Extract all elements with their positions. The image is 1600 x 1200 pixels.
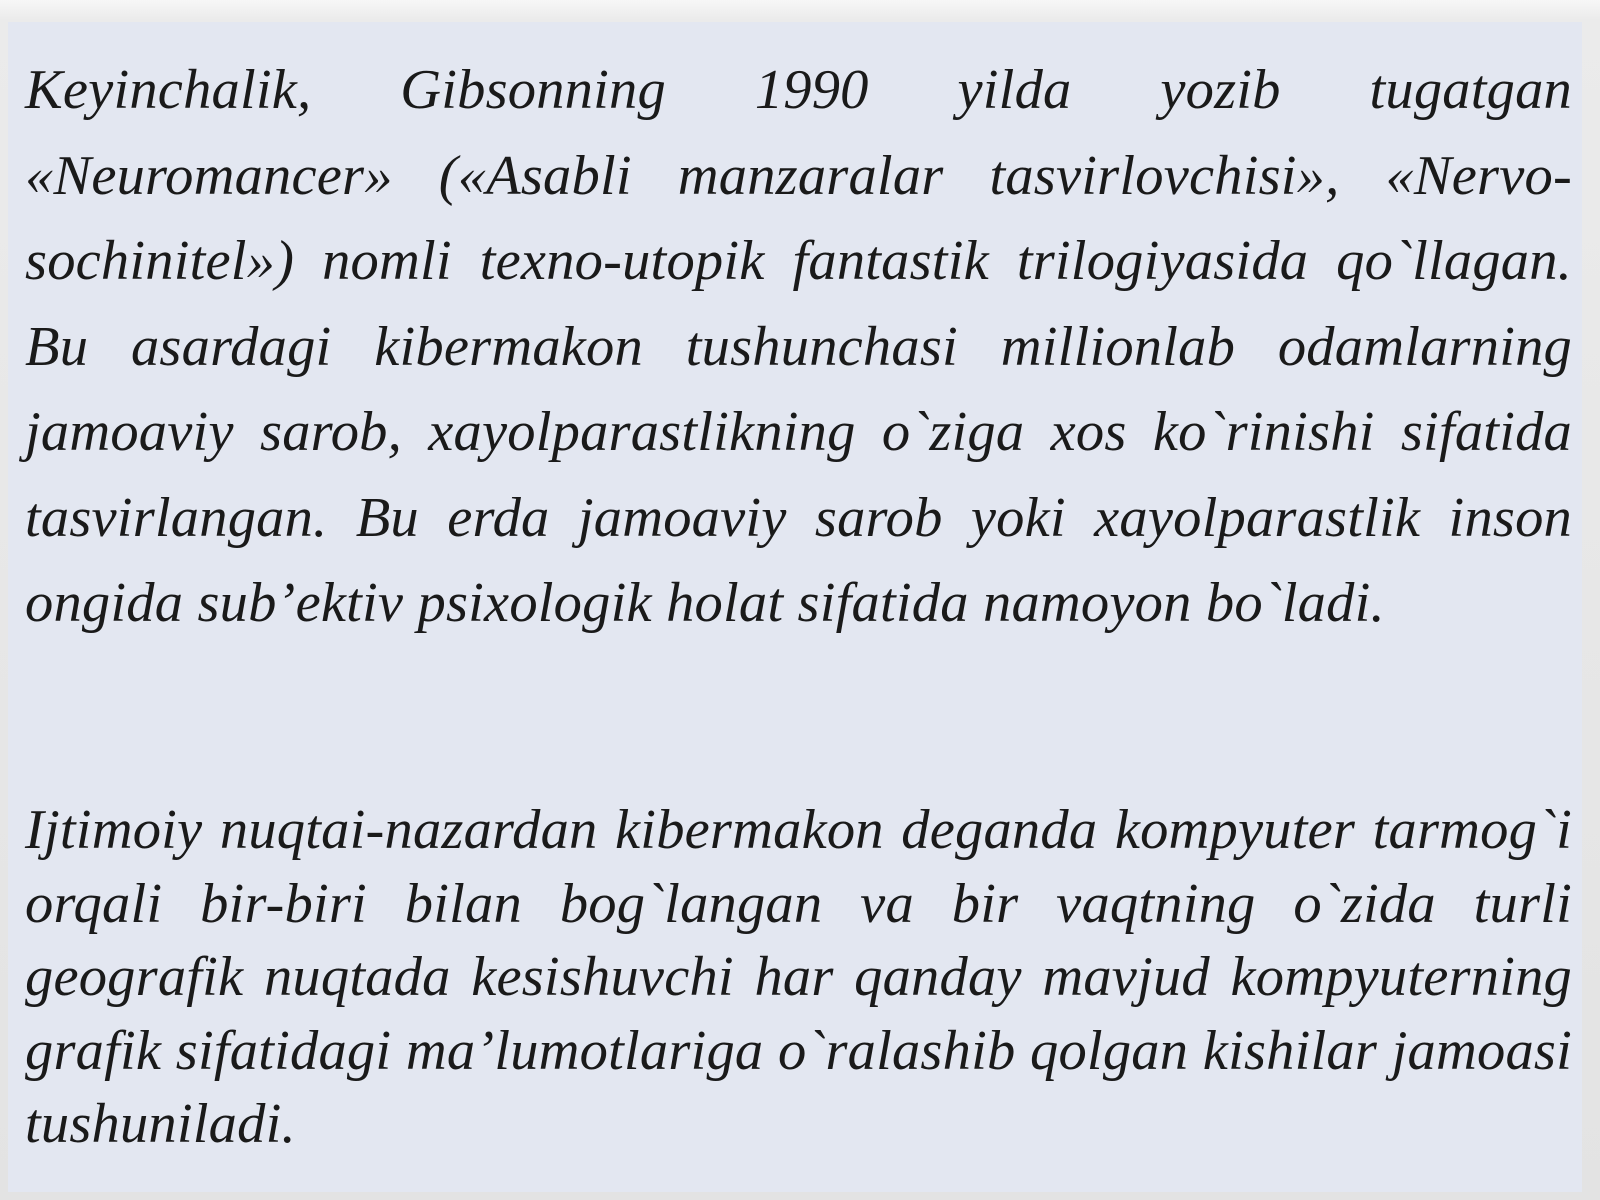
paragraph-1: Keyinchalik, Gibsonning 1990 yilda yozib tugatgan «Neuromancer» («Asabli manzaralar tasvirlovchisi», «Nervo-sochinitel») nomli texno-utopik fantastik trilogiyasida qo`llagan. Bu asardagi kibermakon tushunchasi millionlab odamlarning jamoaviy sarob, xayolparastlikning o`ziga xos ko`rinishi sifatida tasvirlangan. Bu erda jamoaviy sarob yoki xayolparastlik inson ongida sub’ektiv psixologik holat sifatida namoyon bo`ladi. (25, 59, 1572, 634)
slide-panel (8, 22, 1582, 1192)
paragraph-2: Ijtimoiy nuqtai-nazardan kibermakon deganda kompyuter tarmog`i orqali bir-biri bilan bog`langan va bir vaqtning o`zida turli geografik nuqtada kesishuvchi har qanday mavjud kompyuterning grafik sifatidagi ma’lumotlariga o`ralashib qolgan kishilar jamoasi tushuniladi. (25, 799, 1572, 1155)
